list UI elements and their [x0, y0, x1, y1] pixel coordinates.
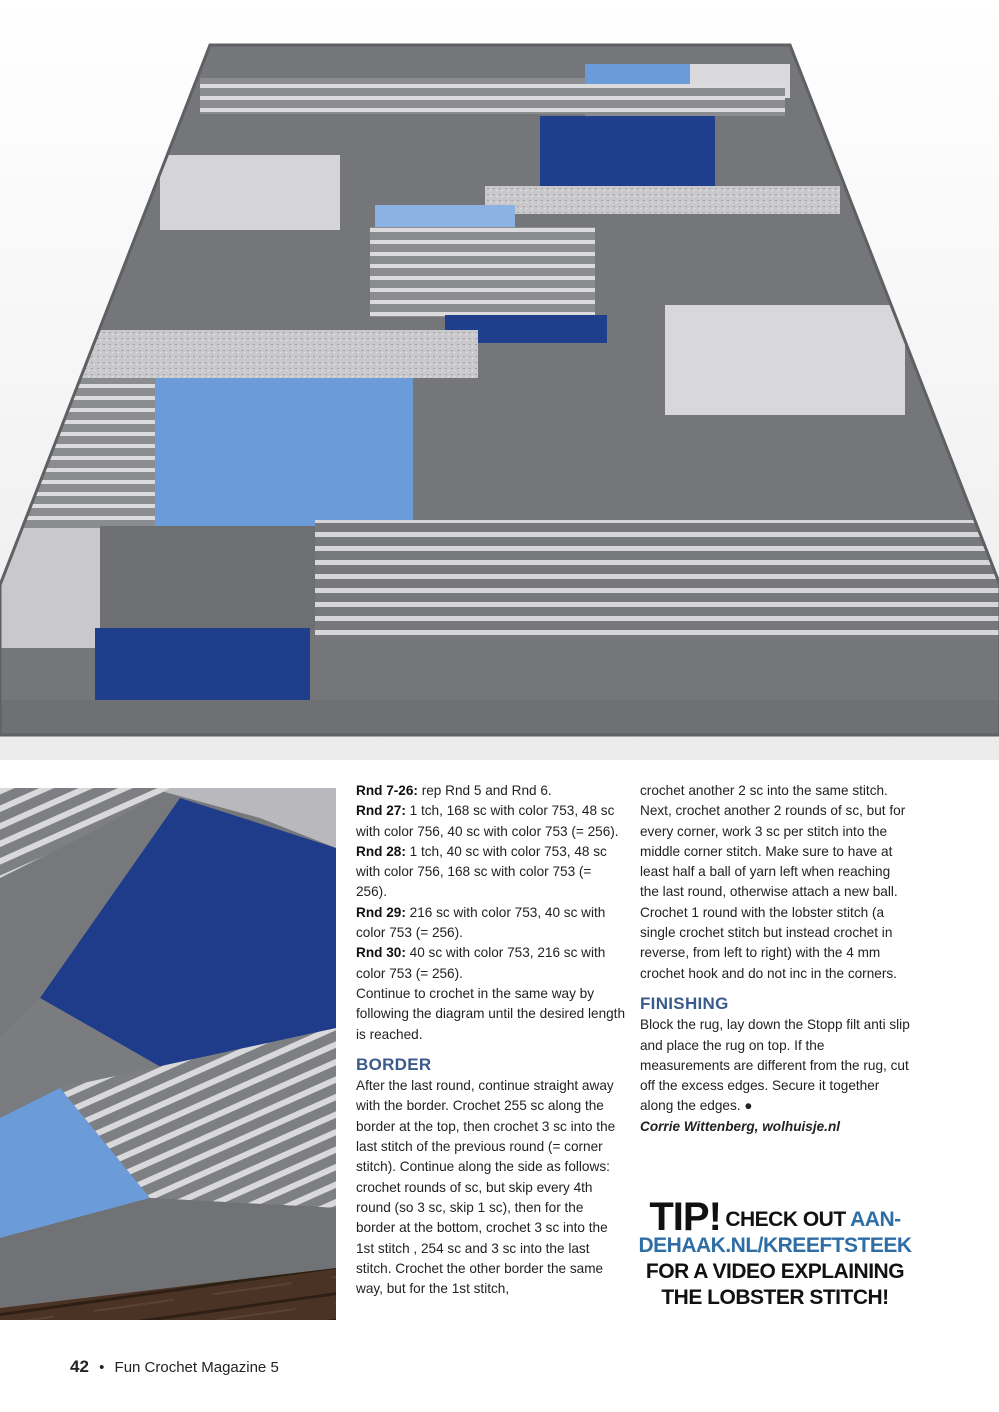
instructions-column-2 — [640, 781, 910, 1137]
page-number: 42 — [70, 1357, 89, 1376]
finishing-paragraph: Block the rug, lay down the Stopp filt anti slip and place the rug on top. If the measurements are different from the rug, cut off the excess edges. Secure it together along the edges. ● — [640, 1017, 910, 1114]
tip-box — [630, 1195, 920, 1312]
page-footer — [70, 1357, 279, 1377]
author-signature: Corrie Wittenberg, wolhuisje.nl — [640, 1118, 841, 1134]
tip-explanation: FOR A VIDEO EXPLAINING THE LOBSTER STITCH! — [645, 1260, 905, 1309]
footer-bullet: • — [99, 1359, 105, 1376]
continue-paragraph: Continue to crochet in the same way by following the diagram until the desired length is reached. — [356, 985, 626, 1042]
rnd-28: Rnd 28: 1 tch, 40 sc with color 753, 48 sc with color 756, 168 sc with color 753 (= 256). — [356, 843, 607, 900]
tip-title: TIP! — [649, 1195, 721, 1239]
border-heading: BORDER — [356, 1054, 432, 1074]
border-paragraph: After the last round, continue straight away with the border. Crochet 255 sc along the border at the top, then crochet 3 sc into the last stitch of the previous round (= corner stitch). Continue along the side as follows: crochet rounds of sc, but skip every 4th round (so 3 sc, skip 1 sc), then for the border at the bottom, crochet 3 sc into the 1st stitch , 254 sc and 3 sc into the last stitch. Crochet the other border the same way, but for the 1st stitch, — [356, 1078, 616, 1297]
rnd-30: Rnd 30: 40 sc with color 753, 216 sc with color 753 (= 256). — [356, 945, 606, 981]
rnd-7-26: Rnd 7-26: rep Rnd 5 and Rnd 6. — [356, 783, 552, 798]
rug-detail-photo — [0, 788, 336, 1320]
rnd-27: Rnd 27: 1 tch, 168 sc with color 753, 48 sc with color 756, 40 sc with color 753 (= 256). — [356, 803, 619, 839]
border-continued-paragraph: crochet another 2 sc into the same stitch. Next, crochet another 2 rounds of sc, but for every corner, work 3 sc per stitch into the middle corner stitch. Make sure to have at least half a ball of yarn left when reaching the last round, otherwise attach a new ball. Crochet 1 round with the lobster stitch (a single crochet stitch but instead crochet in reverse, from left to right) with the 4 mm crochet hook and do not inc in the corners. — [640, 783, 906, 981]
tip-link[interactable]: AAN-DEHAAK.NL/KREEFTSTEEK — [638, 1208, 912, 1257]
tip-check-out: CHECK OUT — [725, 1208, 846, 1231]
rnd-29: Rnd 29: 216 sc with color 753, 40 sc with color 753 (= 256). — [356, 904, 606, 941]
instructions-column-1 — [356, 781, 626, 1299]
magazine-name: Fun Crochet Magazine 5 — [114, 1359, 279, 1376]
finishing-heading: FINISHING — [640, 993, 729, 1013]
